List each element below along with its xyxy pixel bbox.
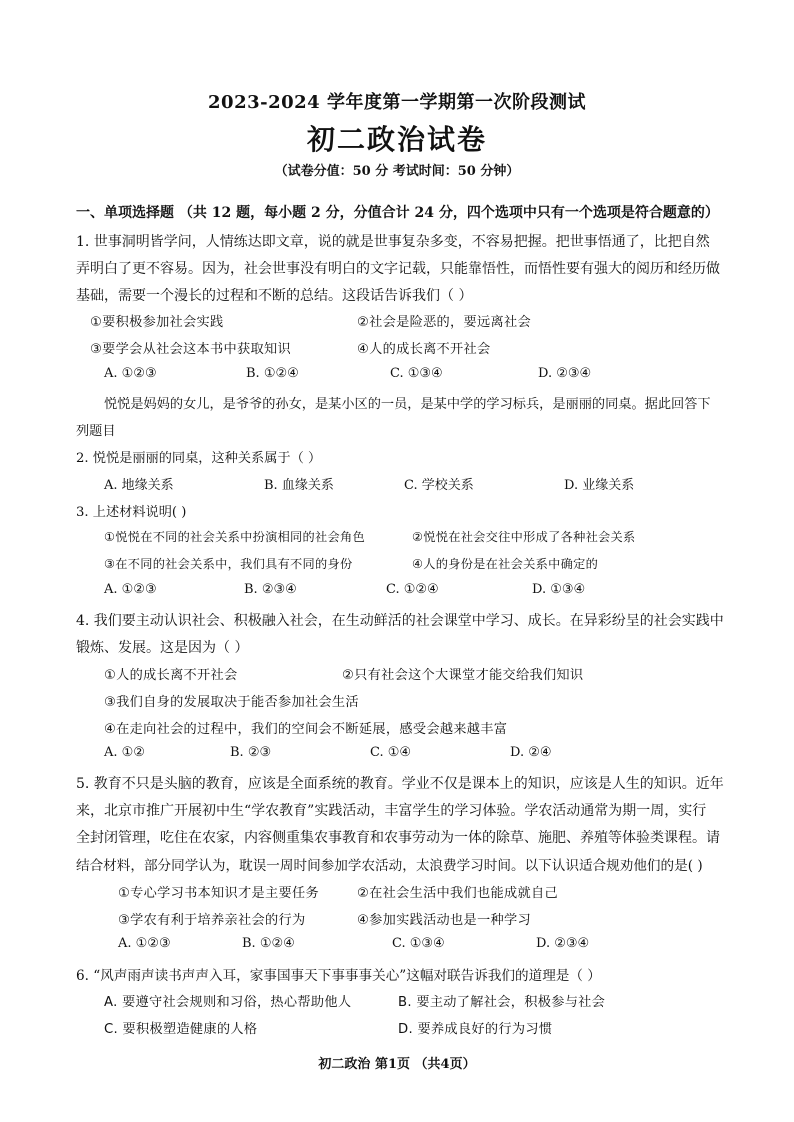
q1-choice-a: A. ①②③ (104, 366, 157, 381)
q4-stem-line2: 锻炼、发展。这是因为（ ） (76, 640, 249, 656)
q4-choice-c: C. ①④ (370, 745, 412, 760)
q1-option-3: ③要学会从社会这本书中获取知识 (90, 342, 291, 357)
q6-choice-b: B. 要主动了解社会，积极参与社会 (398, 995, 606, 1010)
q4-option-4: ④在走向社会的过程中，我们的空间会不断延展，感受会越来越丰富 (104, 722, 508, 737)
q3-choice-d: D. ①③④ (532, 582, 586, 597)
q6-choice-d: D. 要养成良好的行为习惯 (398, 1022, 553, 1037)
q3-choice-c: C. ①②④ (386, 582, 439, 597)
q1-choice-c: C. ①③④ (390, 366, 443, 381)
q1-option-4: ④人的成长离不开社会 (357, 342, 491, 357)
q3-choice-b: B. ②③④ (244, 582, 297, 597)
q5-option-3: ③学农有利于培养亲社会的行为 (118, 913, 306, 928)
q5-choice-b: B. ①②④ (242, 936, 295, 951)
q1-option-2: ②社会是险恶的，要远离社会 (357, 315, 531, 330)
q4-option-2: ②只有社会这个大课堂才能交给我们知识 (342, 668, 584, 683)
q3-option-3: ③在不同的社会关系中，我们具有不同的身份 (104, 557, 353, 571)
q2-choice-d: D. 业缘关系 (564, 478, 635, 493)
q5-stem-line2: 来，北京市推广开展初中生“学农教育”实践活动，丰富学生的学习体验。学农活动通常为期一周，实行 (76, 803, 707, 819)
q5-option-1: ①专心学习书本知识才是主要任务 (118, 886, 319, 901)
q4-option-3: ③我们自身的发展取决于能否参加社会生活 (104, 695, 359, 710)
q4-stem-line1: 4. 我们要主动认识社会、积极融入社会，在生动鲜活的社会课堂中学习、成长。在异彩纷呈的社会实践中 (76, 613, 724, 629)
q2-stem: 2. 悦悦是丽丽的同桌，这种关系属于（ ） (76, 451, 322, 466)
q5-stem-line1: 5. 教育不只是头脑的教育，应该是全面系统的教育。学业不仅是课本上的知识，应该是人生的知识。近年 (76, 776, 724, 792)
q1-choice-d: D. ②③④ (538, 366, 592, 381)
q5-stem-line4: 结合材料，部分同学认为，耽误一周时间参加学农活动，太浪费学习时间。以下认识适合规劝他们的是( ) (76, 858, 703, 874)
q4-choice-b: B. ②③ (230, 745, 272, 760)
q2-choice-a: A. 地缘关系 (104, 478, 174, 493)
q1-option-1: ①要积极参加社会实践 (90, 315, 224, 330)
q1-stem-line1: 1. 世事洞明皆学问，人情练达即文章，说的就是世事复杂多变，不容易把握。把世事悟通了，比把自然 (76, 234, 710, 250)
material-line2: 列题目 (76, 424, 116, 439)
q4-choice-d: D. ②④ (510, 745, 552, 760)
q6-stem: 6. “风声雨声读书声声入耳，家事国事天下事事事关心”这幅对联告诉我们的道理是（ ） (76, 968, 601, 984)
q6-choice-c: C. 要积极塑造健康的人格 (104, 1022, 258, 1037)
q5-choice-c: C. ①③④ (392, 936, 445, 951)
q1-stem-line2: 弄明白了更不容易。因为，社会世事没有明白的文字记载，只能靠悟性，而悟性要有强大的阅历和经历做 (76, 261, 720, 277)
q5-option-4: ④参加实践活动也是一种学习 (357, 913, 531, 928)
q3-choice-a: A. ①②③ (104, 582, 157, 597)
q4-option-1: ①人的成长离不开社会 (104, 668, 238, 683)
q4-choice-a: A. ①② (104, 745, 145, 760)
q5-choice-d: D. ②③④ (536, 936, 590, 951)
q6-choice-a: A. 要遵守社会规则和习俗，热心帮助他人 (104, 995, 352, 1010)
q3-option-4: ④人的身份是在社会关系中确定的 (412, 557, 599, 571)
material-line1: 悦悦是妈妈的女儿，是爷爷的孙女，是某小区的一员，是某中学的学习标兵，是丽丽的同桌。据此回答下 (104, 397, 711, 412)
q2-choice-b: B. 血缘关系 (264, 478, 334, 493)
q5-stem-line3: 全封闭管理，吃住在农家，内容侧重集农事教育和农事劳动为一体的除草、施肥、养殖等体验类课程。请 (76, 830, 720, 846)
exam-title-line1: 2023-2024 学年度第一学期第一次阶段测试 (208, 92, 586, 113)
q3-stem: 3. 上述材料说明( ) (76, 505, 187, 520)
q5-choice-a: A. ①②③ (118, 936, 171, 951)
exam-info: （试卷分值：50 分 考试时间：50 分钟） (274, 164, 520, 179)
exam-title-subject: 初二政治试卷 (306, 123, 487, 156)
q3-option-2: ②悦悦在社会交往中形成了各种社会关系 (412, 530, 636, 544)
section-heading: 一、单项选择题 （共 12 题，每小题 2 分，分值合计 24 分，四个选项中只有一个选项是符合题意的） (76, 205, 719, 221)
q2-choice-c: C. 学校关系 (404, 478, 474, 493)
page-footer: 初二政治 第1页 （共4页） (318, 1057, 476, 1072)
q1-stem-line3: 基础，需要一个漫长的过程和不断的总结。这段话告诉我们（ ） (76, 288, 473, 304)
q3-option-1: ①悦悦在不同的社会关系中扮演相同的社会角色 (104, 530, 365, 544)
q5-option-2: ②在社会生活中我们也能成就自己 (357, 886, 558, 901)
q1-choice-b: B. ①②④ (246, 366, 299, 381)
